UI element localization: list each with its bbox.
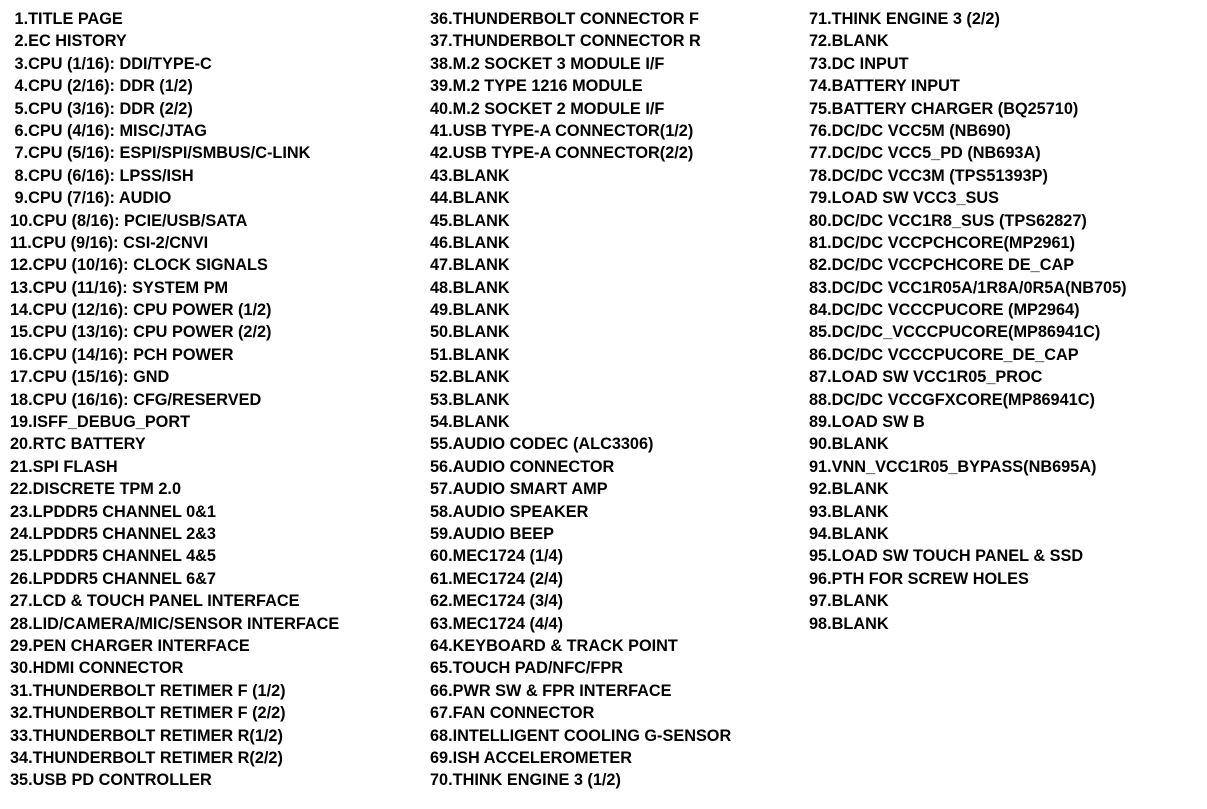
index-entry: 53.BLANK	[430, 390, 510, 409]
index-column-1	[10, 9, 339, 793]
index-entry: 57.AUDIO SMART AMP	[430, 480, 608, 499]
index-entry: 90.BLANK	[809, 435, 889, 454]
index-entry: 11.CPU (9/16): CSI-2/CNVI	[10, 233, 209, 252]
index-entry: 27.LCD & TOUCH PANEL INTERFACE	[10, 592, 300, 611]
index-entry: 31.THUNDERBOLT RETIMER F (1/2)	[10, 681, 286, 700]
index-entry: 54.BLANK	[430, 413, 510, 432]
index-entry: 86.DC/DC VCCCPUCORE_DE_CAP	[809, 345, 1079, 364]
index-entry: 15.CPU (13/16): CPU POWER (2/2)	[10, 323, 272, 342]
index-entry: 77.DC/DC VCC5_PD (NB693A)	[809, 144, 1041, 163]
index-column-2	[430, 9, 731, 793]
index-entry: 68.INTELLIGENT COOLING G-SENSOR	[430, 726, 732, 745]
index-entry: 52.BLANK	[430, 368, 510, 387]
index-entry: 67.FAN CONNECTOR	[430, 704, 595, 723]
index-entry: 44.BLANK	[430, 189, 510, 208]
index-entry: 23.LPDDR5 CHANNEL 0&1	[10, 502, 216, 521]
index-entry: 10.CPU (8/16): PCIE/USB/SATA	[10, 211, 248, 230]
index-entry: 46.BLANK	[430, 233, 510, 252]
index-entry: 28.LID/CAMERA/MIC/SENSOR INTERFACE	[10, 614, 340, 633]
index-entry: 37.THUNDERBOLT CONNECTOR R	[430, 32, 701, 51]
index-entry: 4.CPU (2/16): DDR (1/2)	[10, 77, 193, 96]
index-entry: 61.MEC1724 (2/4)	[430, 569, 564, 588]
index-entry: 66.PWR SW & FPR INTERFACE	[430, 681, 672, 700]
index-entry: 80.DC/DC VCC1R8_SUS (TPS62827)	[809, 211, 1087, 230]
index-entry: 56.AUDIO CONNECTOR	[430, 457, 615, 476]
index-entry: 2.EC HISTORY	[10, 32, 127, 51]
index-entry: 5.CPU (3/16): DDR (2/2)	[10, 99, 193, 118]
index-entry: 55.AUDIO CODEC (ALC3306)	[430, 435, 654, 454]
index-entry: 81.DC/DC VCCPCHCORE(MP2961)	[809, 233, 1075, 252]
index-entry: 19.ISFF_DEBUG_PORT	[10, 413, 191, 432]
index-entry: 20.RTC BATTERY	[10, 435, 146, 454]
index-entry: 84.DC/DC VCCCPUCORE (MP2964)	[809, 301, 1080, 320]
index-entry: 63.MEC1724 (4/4)	[430, 614, 564, 633]
index-entry: 43.BLANK	[430, 166, 510, 185]
index-entry: 73.DC INPUT	[809, 54, 909, 73]
index-entry: 16.CPU (14/16): PCH POWER	[10, 345, 234, 364]
index-entry: 33.THUNDERBOLT RETIMER R(1/2)	[10, 726, 283, 745]
index-entry: 21.SPI FLASH	[10, 457, 118, 476]
index-entry: 29.PEN CHARGER INTERFACE	[10, 636, 250, 655]
index-entry: 12.CPU (10/16): CLOCK SIGNALS	[10, 256, 268, 275]
index-entry: 70.THINK ENGINE 3 (1/2)	[430, 771, 621, 790]
index-entry: 36.THUNDERBOLT CONNECTOR F	[430, 10, 699, 28]
index-entry: 92.BLANK	[809, 480, 889, 499]
index-entry: 38.M.2 SOCKET 3 MODULE I/F	[430, 54, 665, 73]
index-entry: 26.LPDDR5 CHANNEL 6&7	[10, 569, 216, 588]
index-column-3	[809, 9, 1127, 636]
index-entry: 85.DC/DC_VCCCPUCORE(MP86941C)	[809, 323, 1101, 342]
index-entry: 8.CPU (6/16): LPSS/ISH	[10, 166, 194, 185]
index-entry: 17.CPU (15/16): GND	[10, 368, 170, 387]
index-entry: 24.LPDDR5 CHANNEL 2&3	[10, 524, 216, 543]
index-entry: 1.TITLE PAGE	[10, 10, 123, 28]
index-entry: 6.CPU (4/16): MISC/JTAG	[10, 121, 207, 140]
index-entry: 91.VNN_VCC1R05_BYPASS(NB695A)	[809, 457, 1097, 476]
index-entry: 49.BLANK	[430, 301, 510, 320]
index-entry: 30.HDMI CONNECTOR	[10, 659, 184, 678]
index-entry: 34.THUNDERBOLT RETIMER R(2/2)	[10, 748, 283, 767]
index-entry: 94.BLANK	[809, 524, 889, 543]
index-entry: 88.DC/DC VCCGFXCORE(MP86941C)	[809, 390, 1095, 409]
index-entry: 7.CPU (5/16): ESPI/SPI/SMBUS/C-LINK	[10, 144, 311, 163]
index-entry: 65.TOUCH PAD/NFC/FPR	[430, 659, 623, 678]
index-entry: 76.DC/DC VCC5M (NB690)	[809, 121, 1011, 140]
index-entry: 95.LOAD SW TOUCH PANEL & SSD	[809, 547, 1084, 566]
index-entry: 89.LOAD SW B	[809, 413, 925, 432]
index-entry: 50.BLANK	[430, 323, 510, 342]
index-entry: 59.AUDIO BEEP	[430, 524, 554, 543]
index-entry: 58.AUDIO SPEAKER	[430, 502, 589, 521]
index-entry: 79.LOAD SW VCC3_SUS	[809, 189, 999, 208]
index-entry: 22.DISCRETE TPM 2.0	[10, 480, 182, 499]
index-entry: 40.M.2 SOCKET 2 MODULE I/F	[430, 99, 665, 118]
index-entry: 75.BATTERY CHARGER (BQ25710)	[809, 99, 1079, 118]
index-entry: 45.BLANK	[430, 211, 510, 230]
index-entry: 48.BLANK	[430, 278, 510, 297]
index-entry: 97.BLANK	[809, 592, 889, 611]
index-entry: 18.CPU (16/16): CFG/RESERVED	[10, 390, 262, 409]
index-entry: 47.BLANK	[430, 256, 510, 275]
index-entry: 72.BLANK	[809, 32, 889, 51]
index-entry: 83.DC/DC VCC1R05A/1R8A/0R5A(NB705)	[809, 278, 1127, 297]
index-entry: 14.CPU (12/16): CPU POWER (1/2)	[10, 301, 272, 320]
index-entry: 60.MEC1724 (1/4)	[430, 547, 564, 566]
index-entry: 62.MEC1724 (3/4)	[430, 592, 564, 611]
index-entry: 35.USB PD CONTROLLER	[10, 771, 212, 790]
index-entry: 9.CPU (7/16): AUDIO	[10, 189, 172, 208]
index-entry: 71.THINK ENGINE 3 (2/2)	[809, 10, 1000, 28]
index-entry: 42.USB TYPE-A CONNECTOR(2/2)	[430, 144, 694, 163]
index-entry: 69.ISH ACCELEROMETER	[430, 748, 633, 767]
index-entry: 51.BLANK	[430, 345, 510, 364]
index-entry: 3.CPU (1/16): DDI/TYPE-C	[10, 54, 212, 73]
index-entry: 25.LPDDR5 CHANNEL 4&5	[10, 547, 216, 566]
index-entry: 64.KEYBOARD & TRACK POINT	[430, 636, 678, 655]
index-entry: 98.BLANK	[809, 614, 889, 633]
index-entry: 96.PTH FOR SCREW HOLES	[809, 569, 1029, 588]
index-entry: 32.THUNDERBOLT RETIMER F (2/2)	[10, 704, 286, 723]
index-entry: 82.DC/DC VCCPCHCORE DE_CAP	[809, 256, 1075, 275]
index-entry: 87.LOAD SW VCC1R05_PROC	[809, 368, 1043, 387]
index-entry: 13.CPU (11/16): SYSTEM PM	[10, 278, 229, 297]
index-entry: 39.M.2 TYPE 1216 MODULE	[430, 77, 643, 96]
index-entry: 41.USB TYPE-A CONNECTOR(1/2)	[430, 121, 694, 140]
index-entry: 78.DC/DC VCC3M (TPS51393P)	[809, 166, 1048, 185]
index-entry: 93.BLANK	[809, 502, 889, 521]
index-entry: 74.BATTERY INPUT	[809, 77, 960, 96]
